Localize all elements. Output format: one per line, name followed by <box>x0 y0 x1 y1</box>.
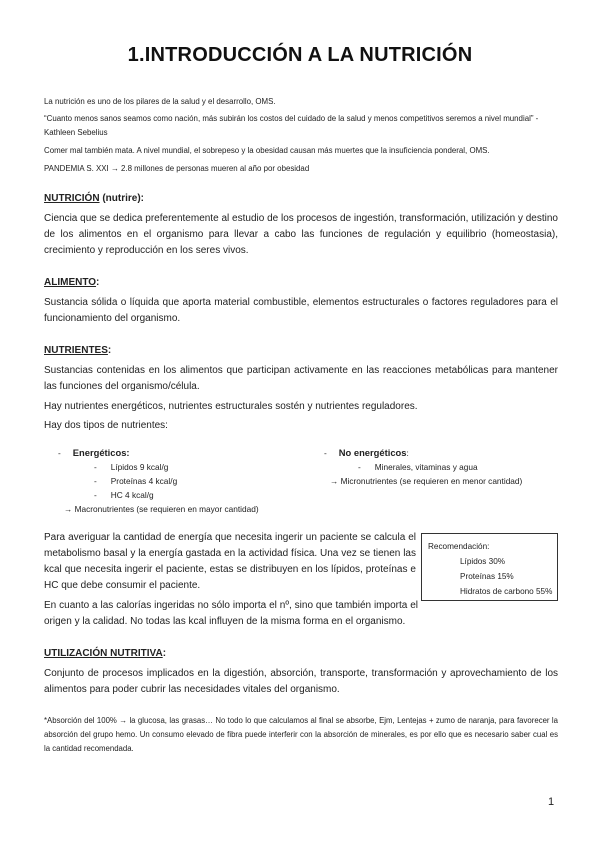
section-text-nutrientes-1: Sustancias contenidas en los alimentos que participan activamente en las reacciones metabólicas para mantener las funciones del organismo/célula. <box>44 365 558 392</box>
section-text-nutrientes-2: Hay nutrientes energéticos, nutrientes estructurales sostén y nutrientes reguladores. <box>44 401 418 412</box>
list-energeticos-note: → Macronutrientes (se requieren en mayor cantidad) <box>64 504 259 514</box>
section-text-energia: Para averiguar la cantidad de energía que necesita ingerir un paciente se calcula el metabolismo basal y la energía gastada en la actividad física. Una vez se tienen las kcal que necesita ingerir el paciente, estas se distribuyen en los lípidos, proteínas e HC que debe consumir el paciente. <box>44 532 416 591</box>
list-item: - HC 4 kcal/g <box>94 490 154 500</box>
intro-line-1: La nutrición es uno de los pilares de la salud y el desarrollo, OMS. <box>44 97 276 106</box>
list-energeticos-label: - Energéticos: <box>58 447 130 458</box>
section-heading-nutricion: NUTRICIÓN (nutrire): <box>44 193 145 204</box>
list-item: - Lípidos 9 kcal/g <box>94 462 169 472</box>
list-no-energeticos-label: - No energéticos: <box>324 447 409 458</box>
section-text-nutrientes-3: Hay dos tipos de nutrientes: <box>44 420 168 431</box>
intro-line-4: PANDEMIA S. XXI → 2.8 millones de personas mueren al año por obesidad <box>44 164 310 173</box>
page-number: 1 <box>548 796 555 808</box>
section-heading-alimento: ALIMENTO: <box>44 277 100 288</box>
list-item: - Proteínas 4 kcal/g <box>94 476 178 486</box>
intro-line-3: Comer mal también mata. A nivel mundial, el sobrepeso y la obesidad causan más muertes que la insuficiencia ponderal, OMS. <box>44 146 490 155</box>
recommendation-box <box>421 533 558 601</box>
recommendation-item: Proteínas 15% <box>460 572 514 581</box>
recommendation-item: Hidratos de carbono 55% <box>460 587 553 596</box>
list-item: - Minerales, vitaminas y agua <box>358 462 478 472</box>
section-text-alimento: Sustancia sólida o líquida que aporta material combustible, elementos estructurales o factores reguladores para el funcionamiento del organismo. <box>44 297 558 324</box>
page-title: 1.INTRODUCCIÓN A LA NUTRICIÓN <box>127 44 473 66</box>
list-no-energeticos-note: → Micronutrientes (se requieren en menor cantidad) <box>330 476 523 486</box>
recommendation-title: Recomendación: <box>428 542 490 551</box>
intro-quote: “Cuanto menos sanos seamos como nación, más subirán los costos del cuidado de la salud y menos competitivos seremos a nivel mundial” - Kathleen Sebelius <box>44 114 539 137</box>
footnote: *Absorción del 100% → la glucosa, las grasas… No todo lo que calculamos al final se absorbe, Ejm, Lentejas + zumo de naranja, para favorecer la absorción del grupo hemo. Un consumo elevado de fibra puede interferir con la absorción de minerales, es por ello que es necesario saber cual es la cantidad recomendada. <box>44 716 558 753</box>
section-heading-utilizacion: UTILIZACIÓN NUTRITIVA: <box>44 648 167 659</box>
recommendation-item: Lípidos 30% <box>460 557 506 566</box>
section-text-calorias: En cuanto a las calorías ingeridas no sólo importa el nº, sino que también importa el origen y la calidad. No todas las kcal influyen de la misma forma en el organismo. <box>44 600 418 627</box>
section-text-nutricion: Ciencia que se dedica preferentemente al estudio de los procesos de ingestión, transformación, utilización y destino de los alimentos en el organismo para llevar a cabo las funciones de regulación y equilibrio (homeostasia), crecimiento y reproducción en los seres vivos. <box>44 213 558 256</box>
section-text-utilizacion: Conjunto de procesos implicados en la digestión, absorción, transporte, transformación y aprovechamiento de los alimentos para poder cubrir las necesidades vitales del organismo. <box>44 668 558 695</box>
section-heading-nutrientes: NUTRIENTES: <box>44 345 112 356</box>
